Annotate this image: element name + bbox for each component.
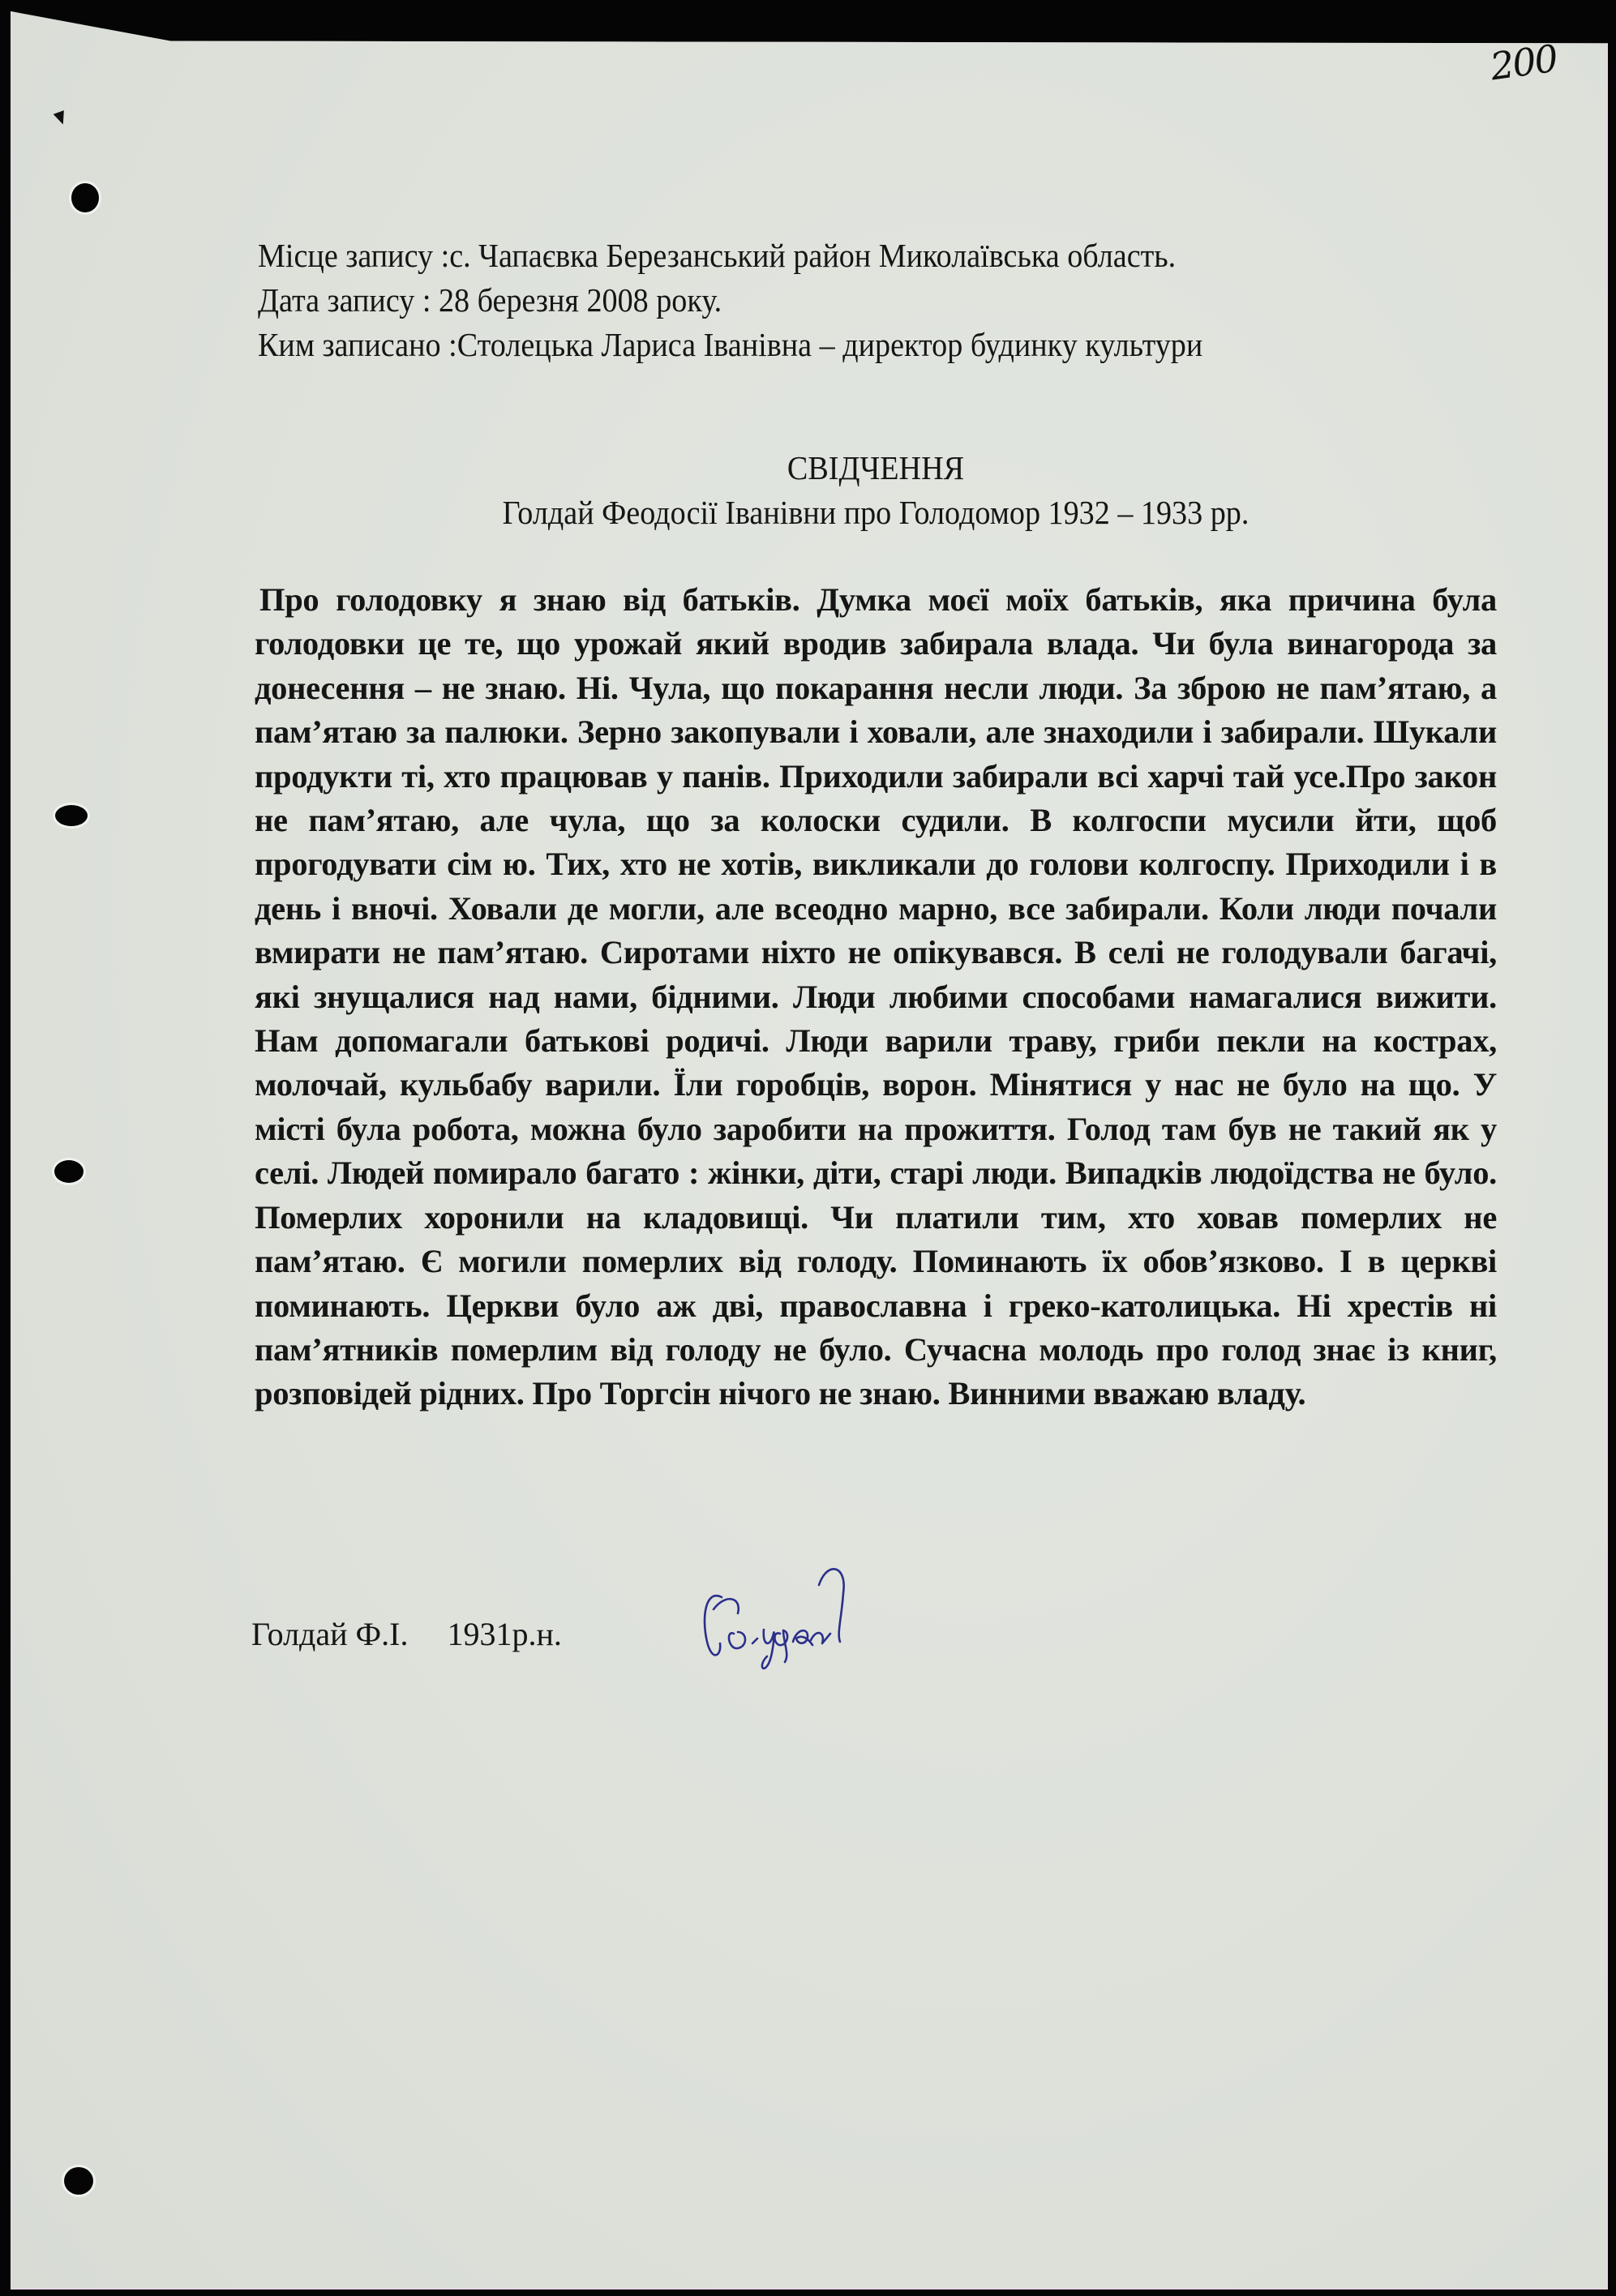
signature-line	[251, 1615, 562, 1653]
record-place: Місце запису :с. Чапаєвка Березанський район Миколаївська область.	[258, 237, 1177, 274]
document-title	[0, 446, 1616, 535]
punch-hole	[71, 183, 99, 212]
record-header	[258, 233, 1274, 367]
signature-stroke	[705, 1569, 844, 1668]
testimony-body: Про голодовку я знаю від батьків. Думка моєї моїх батьків, яка причина була голодовки це те, що урожай який вродив забирала влада. Чи була винагорода за донесення – не знаю. Ні. Чула, що покарання несли люди. За зброю не пам’ятаю, а пам’ятаю за палюки. Зерно закопували і ховали, але знаходили і забирали. Шукали продукти ті, хто працював у панів. Приходили забирали всі харчі тай усе.Про закон не пам’ятаю, але чула, що за колоски судили. В колгоспи мусили йти, щоб прогодувати сім ю. Тих, хто не хотів, викликали до голови колгоспу. Приходили і в день і вночі. Ховали де могли, але всеодно марно, все забирали. Коли люди почали вмирати не пам’ятаю. Сиротами ніхто не опікувався. В селі не голодували багачі, які знущалися над нами, бідними. Люди любими способами намагалися вижити. Нам допомагали батькові родичі. Люди варили траву, гриби пекли на кострах, молочай, кульбабу варили. Їли горобців, ворон. Мінятися у нас не було на що. У місті була робота, можна було заробити на прожиття. Голод там був не такий як у селі. Людей помирало багато : жінки, діти, старі люди. Випадків людоїдства не було. Померлих хоронили на кладовищі. Чи платили тим, хто ховав померлих не пам’ятаю. Є могили померлих від голоду. Поминають їх обов’язково. І в церкві поминають. Церкви було аж дві, православна і греко-католицька. Ні хрестів ні пам’ятників померлим від голоду не було. Сучасна молодь про голод знає із книг, розповідей рідних. Про Торгсін нічого не знаю. Винними вважаю владу.	[255, 581, 1497, 1412]
signatory-name: Голдай Ф.І.	[251, 1616, 409, 1652]
handwritten-signature-icon	[689, 1553, 916, 1674]
signatory-birth-year: 1931р.н.	[447, 1616, 562, 1652]
record-date: Дата запису : 28 березня 2008 року.	[258, 281, 722, 319]
punch-hole	[54, 1160, 84, 1183]
record-author: Ким записано :Столецька Лариса Іванівна – директор будинку культури	[258, 326, 1203, 363]
punch-hole	[55, 805, 88, 826]
title-subheading: Голдай Феодосії Іванівни про Голодомор 1932 – 1933 рр.	[502, 494, 1250, 531]
handwritten-page-number: 200	[1487, 36, 1560, 89]
punch-hole	[64, 2167, 93, 2195]
title-heading: СВІДЧЕННЯ	[787, 449, 965, 486]
